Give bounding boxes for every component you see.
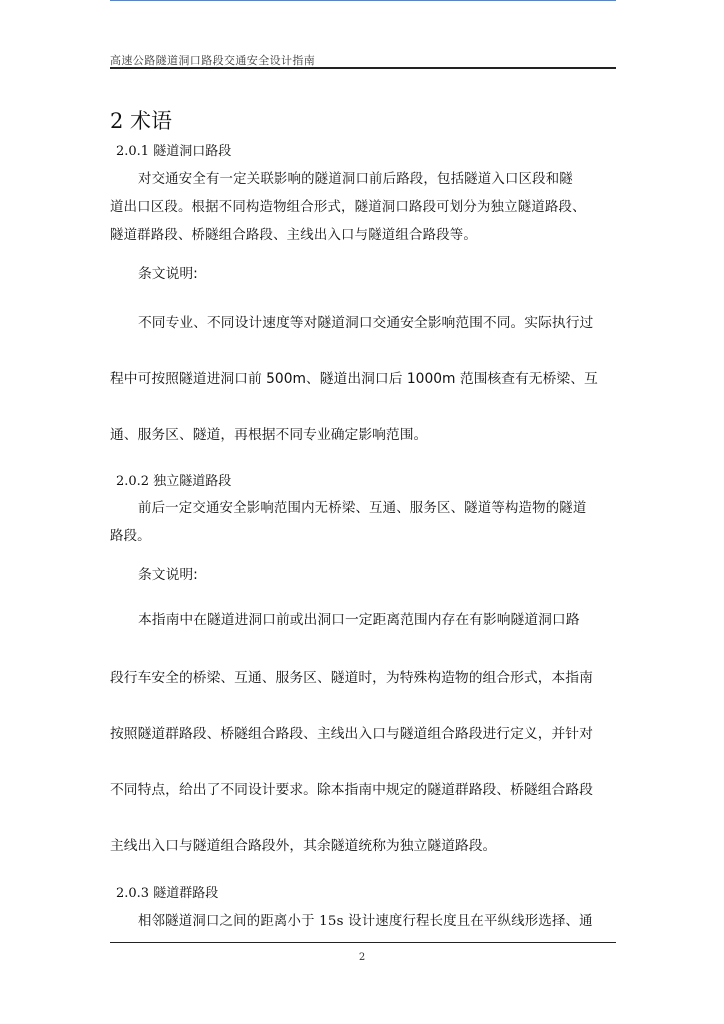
body-line: 道出口区段。根据不同构造物组合形式，隧道洞口路段可划分为独立隧道路段、 xyxy=(110,200,586,215)
clause-note-line: 程中可按照隧道进洞口前 500m、隧道出洞口后 1000m 范围核查有无桥梁、互 xyxy=(110,371,598,387)
section-heading-2-0-3: 2.0.3 隧道群路段 xyxy=(116,886,219,901)
clause-note-line: 不同特点，给出了不同设计要求。除本指南中规定的隧道群路段、桥隧组合路段 xyxy=(110,782,593,798)
header-rule xyxy=(110,67,616,69)
clause-note-label: 条文说明: xyxy=(138,266,198,282)
clause-note-label: 条文说明: xyxy=(138,567,198,583)
clause-note-line: 按照隧道群路段、桥隧组合路段、主线出入口与隧道组合路段进行定义，并针对 xyxy=(110,726,593,742)
clause-note-line: 段行车安全的桥梁、互通、服务区、隧道时，为特殊构造物的组合形式，本指南 xyxy=(110,670,593,686)
running-header: 高速公路隧道洞口路段交通安全设计指南 xyxy=(110,54,316,67)
chapter-title: 2 术语 xyxy=(110,109,173,133)
body-line: 路段。 xyxy=(110,529,151,544)
footer-rule xyxy=(110,942,616,943)
clause-note-line: 通、服务区、隧道，再根据不同专业确定影响范围。 xyxy=(110,427,428,443)
body-line: 隧道群路段、桥隧组合路段、主线出入口与隧道组合路段等。 xyxy=(110,228,477,243)
clause-note-line: 主线出入口与隧道组合路段外，其余隧道统称为独立隧道路段。 xyxy=(110,838,497,854)
section-heading-2-0-1: 2.0.1 隧道洞口路段 xyxy=(116,144,232,159)
clause-note-line: 不同专业、不同设计速度等对隧道洞口交通安全影响范围不同。实际执行过 xyxy=(138,315,594,331)
top-rule xyxy=(110,0,616,1)
page-number: 2 xyxy=(358,952,366,963)
body-line: 对交通安全有一定关联影响的隧道洞口前后路段，包括隧道入口区段和隧 xyxy=(138,172,573,187)
clause-note-line: 本指南中在隧道进洞口前或出洞口一定距离范围内存在有影响隧道洞口路 xyxy=(138,612,580,628)
body-line: 前后一定交通安全影响范围内无桥梁、互通、服务区、隧道等构造物的隧道 xyxy=(138,501,587,516)
body-line: 相邻隧道洞口之间的距离小于 15s 设计速度行程长度且在平纵线形选择、通 xyxy=(138,914,593,929)
section-heading-2-0-2: 2.0.2 独立隧道路段 xyxy=(116,474,232,489)
